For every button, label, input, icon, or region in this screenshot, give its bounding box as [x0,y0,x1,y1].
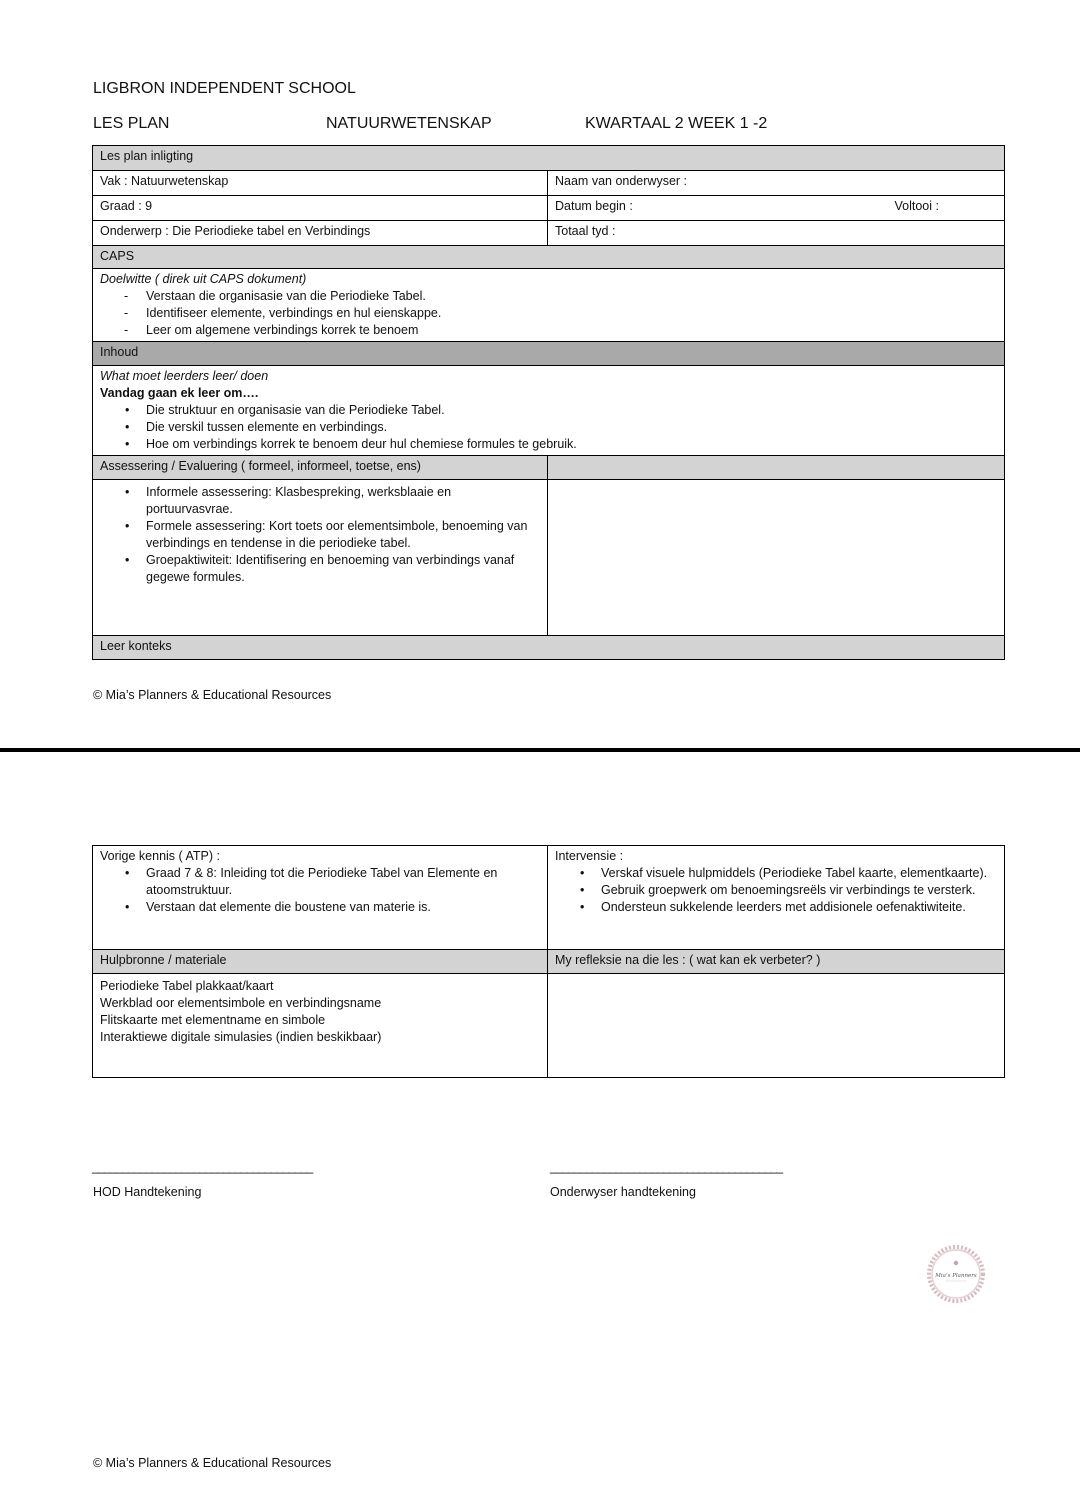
section-assessering: Assessering / Evaluering ( formeel, informeel, toetse, ens) [93,456,548,480]
list-item: • Hoe om verbindings korrek te benoem deur hul chemiese formules te gebruik. [100,436,997,453]
datum-cell [548,196,1005,221]
list-item: • Verstaan dat elemente die boustene van materie is. [100,899,540,916]
svg-text:Mia’s Planners: Mia’s Planners [935,1273,977,1279]
vorige-kennis-cell [93,846,548,950]
intervensie-title: Intervensie : [555,849,624,863]
assessering-blank-header [548,456,1005,480]
list-item: • Formele assessering: Kort toets oor elementsimbole, benoeming van verbindings en tendense in die periodieke tabel. [100,518,540,552]
inhoud-cell [93,366,1005,456]
list-item: • Die struktuur en organisasie van die Periodieke Tabel. [100,402,997,419]
onderwerp-cell: Onderwerp : Die Periodieke tabel en Verbindings [93,221,548,246]
lesson-plan-table [92,145,1005,660]
refleksie-blank-cell [548,974,1005,1078]
doelwitte-cell [93,269,1005,342]
list-item: • Ondersteun sukkelende leerders met addisionele oefenaktiwiteite. [555,899,997,916]
list-item: Werkblad oor elementsimbole en verbindingsname [100,996,382,1010]
list-item: - Verstaan die organisasie van die Periodieke Tabel. [100,288,997,305]
copyright-footer-1: © Mia’s Planners & Educational Resources [93,688,332,702]
hulpbronne-cell [93,974,548,1078]
section-les-plan-inligting: Les plan inligting [93,146,1005,171]
subject-label: NATUURWETENSKAP [326,115,492,132]
list-item: • Verskaf visuele hulpmiddels (Periodieke Tabel kaarte, elementkaarte). [555,865,997,882]
hod-signature-line: _____________________________________ [92,1160,313,1174]
list-item: - Identifiseer elemente, verbindings en hul eienskappe. [100,305,997,322]
vorige-kennis-title: Vorige kennis ( ATP) : [100,849,220,863]
list-item: • Groepaktiwiteit: Identifisering en benoeming van verbindings vanaf gegewe formules. [100,552,540,586]
assessering-blank-cell [548,480,1005,636]
doelwitte-title: Doelwitte ( direk uit CAPS dokument) [100,272,307,286]
inhoud-title: What moet leerders leer/ doen [100,369,269,383]
datum-label: Datum begin : [555,199,633,213]
inhoud-list [100,402,997,453]
list-item: - Leer om algemene verbindings korrek te benoem [100,322,997,339]
intervensie-cell [548,846,1005,950]
list-item: Flitskaarte met elementname en simbole [100,1013,326,1027]
intervensie-list [555,865,997,916]
les-plan-label: LES PLAN [93,115,170,132]
section-refleksie: My refleksie na die les : ( wat kan ek verbeter? ) [548,950,1005,974]
list-item: • Die verskil tussen elemente en verbindings. [100,419,997,436]
assessering-cell [93,480,548,636]
inhoud-bold-line: Vandag gaan ek leer om…. [100,386,259,400]
voltooi-label: Voltooi : [894,199,939,213]
mias-planners-logo [925,1243,987,1305]
section-inhoud: Inhoud [93,342,1005,366]
hod-signature-label: HOD Handtekening [93,1185,202,1199]
list-item: Interaktiewe digitale simulasies (indien beskikbaar) [100,1030,382,1044]
section-caps: CAPS [93,246,1005,269]
doelwitte-list [100,288,997,339]
list-item: Periodieke Tabel plakkaat/kaart [100,979,274,993]
school-name: LIGBRON INDEPENDENT SCHOOL [93,80,356,97]
lesson-plan-table-2 [92,845,1005,1078]
copyright-footer-2: © Mia’s Planners & Educational Resources [93,1456,332,1470]
vak-cell: Vak : Natuurwetenskap [93,171,548,196]
list-item: • Gebruik groepwerk om benoemingsreëls vir verbindings te versterk. [555,882,997,899]
teacher-signature-label: Onderwyser handtekening [550,1185,696,1199]
totaal-cell: Totaal tyd : [548,221,1005,246]
teacher-signature-line: _______________________________________ [550,1160,783,1174]
section-hulpbronne: Hulpbronne / materiale [93,950,548,974]
naam-cell: Naam van onderwyser : [548,171,1005,196]
section-leer-konteks: Leer konteks [93,636,1005,660]
graad-cell: Graad : 9 [93,196,548,221]
page-divider [0,748,1080,752]
list-item: • Graad 7 & 8: Inleiding tot die Periodieke Tabel van Elemente en atoomstruktuur. [100,865,540,899]
term-label: KWARTAAL 2 WEEK 1 -2 [585,115,768,132]
list-item: • Informele assessering: Klasbespreking, werksblaaie en portuurvasvrae. [100,484,540,518]
assessering-list [100,484,540,586]
vorige-kennis-list [100,865,540,916]
